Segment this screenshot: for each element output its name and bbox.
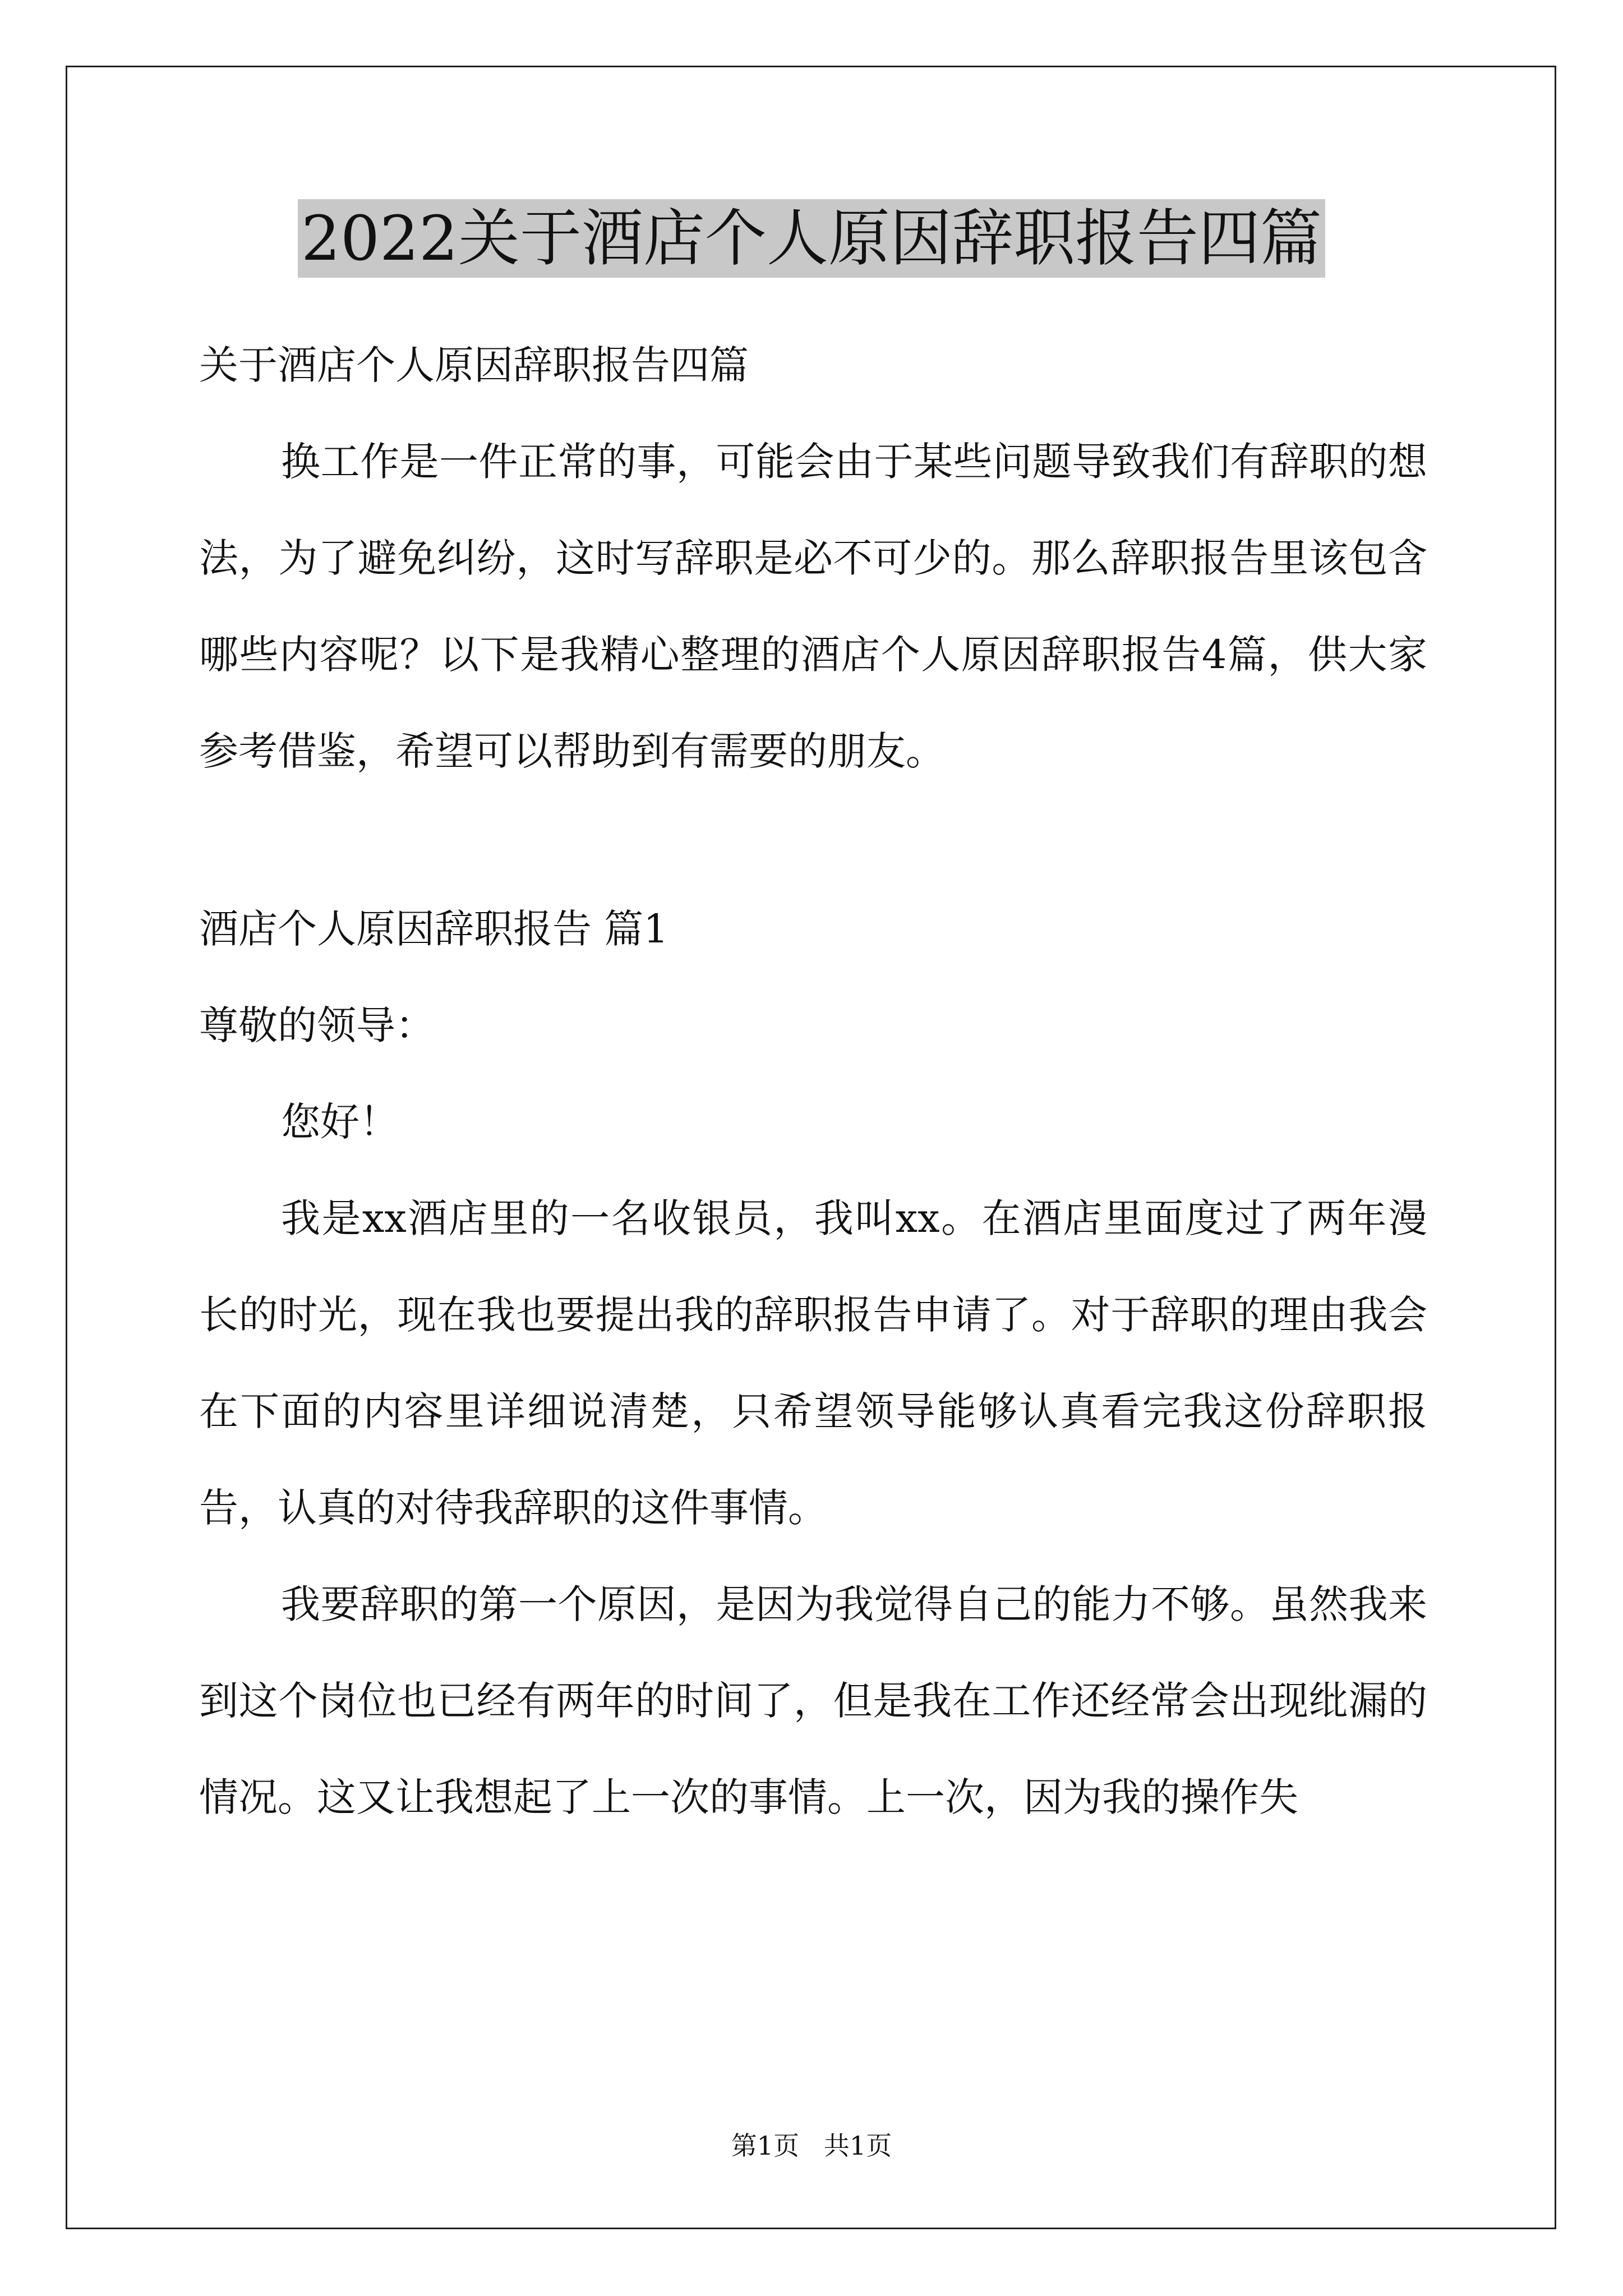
page-footer: 第1页 共1页: [731, 2131, 892, 2161]
title-wrap: [0, 199, 1623, 278]
body-paragraph-1: 我是xx酒店里的一名收银员，我叫xx。在酒店里面度过了两年漫长的时光，现在我也要提出我的辞职报告申请了。对于辞职的理由我会在下面的内容里详细说清楚，只希望领导能够认真看完我这份辞职报告，认真的对待我辞职的这件事情。: [199, 1195, 1427, 1531]
section-heading: 酒店个人原因辞职报告 篇1: [199, 906, 668, 952]
subtitle-paragraph: 关于酒店个人原因辞职报告四篇: [199, 342, 749, 388]
document-body: [199, 317, 1427, 1846]
intro-paragraph: 换工作是一件正常的事，可能会由于某些问题导致我们有辞职的想法，为了避免纠纷，这时写辞职是必不可少的。那么辞职报告里该包含哪些内容呢？以下是我精心整理的酒店个人原因辞职报告4篇，供大家参考借鉴，希望可以帮助到有需要的朋友。: [199, 439, 1427, 774]
salutation: 尊敬的领导：: [199, 1002, 435, 1048]
body-paragraph-2: 我要辞职的第一个原因，是因为我觉得自己的能力不够。虽然我来到这个岗位也已经有两年的时间了，但是我在工作还经常会出现纰漏的情况。这又让我想起了上一次的事情。上一次，因为我的操作失: [199, 1581, 1427, 1820]
greeting: 您好！: [281, 1099, 399, 1145]
document-title: 2022关于酒店个人原因辞职报告四篇: [298, 199, 1325, 278]
